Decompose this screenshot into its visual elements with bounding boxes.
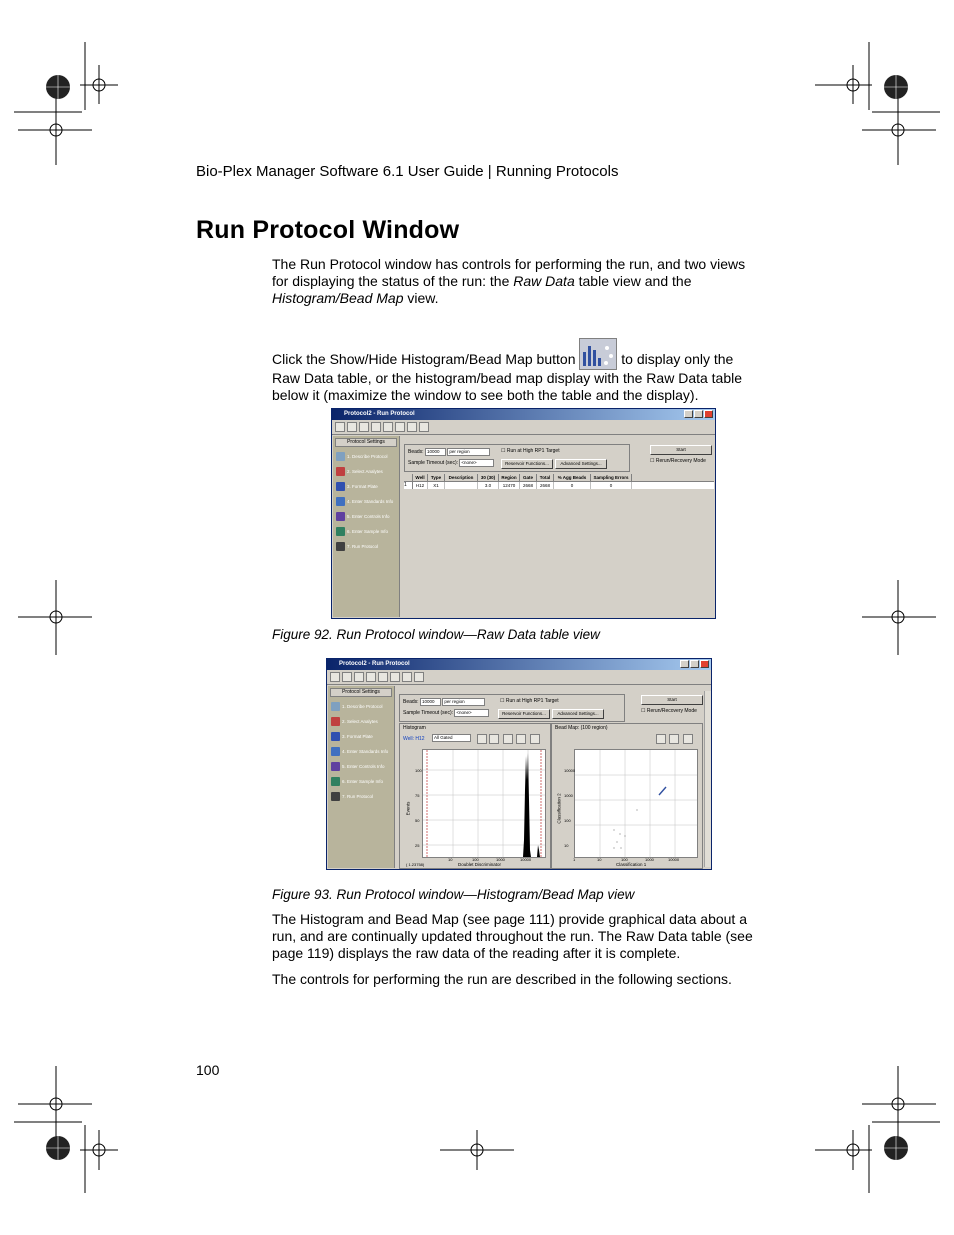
- chart-tool-icon[interactable]: [402, 672, 412, 682]
- zoom-tool-icon[interactable]: [669, 734, 679, 744]
- map-xtick-100: 100: [621, 857, 628, 862]
- toolbar: [332, 420, 715, 435]
- histogram-window: [326, 658, 712, 870]
- hist-xtick-10: 10: [448, 857, 453, 862]
- standards-icon: [336, 497, 345, 506]
- bead-map-chart: [575, 750, 697, 857]
- advanced-settings-button[interactable]: Advanced Settings...: [552, 709, 604, 719]
- table-cell: H12: [413, 482, 428, 489]
- table-cell: 2668: [537, 482, 554, 489]
- intro-text-4: view.: [407, 290, 439, 306]
- protocol-settings-panel: [333, 436, 400, 617]
- timeout-select[interactable]: <none>: [459, 459, 494, 467]
- controls-icon: [331, 762, 340, 771]
- step-controls[interactable]: 5. Enter Controls Info: [328, 759, 394, 774]
- click-text-line3: below it (maximize the window to see both the table and the display).: [272, 387, 699, 403]
- plate-icon: [331, 732, 340, 741]
- start-button[interactable]: Start: [650, 445, 712, 455]
- plate-icon: [336, 482, 345, 491]
- map-ytick-10000: 10000: [564, 768, 576, 773]
- row-header-cell: 1: [404, 482, 413, 489]
- column-header[interactable]: Region: [499, 474, 520, 481]
- hist-xtick-10000: 10000: [520, 857, 532, 862]
- help-tool-icon[interactable]: [414, 672, 424, 682]
- raw-data-window: [331, 408, 716, 619]
- maximize-button[interactable]: [690, 660, 699, 668]
- histogram-label: Histogram: [403, 725, 426, 731]
- page-number: 100: [196, 1062, 220, 1078]
- controls-icon: [336, 512, 345, 521]
- row-header-cell: [404, 474, 413, 481]
- histogram-chart: [423, 750, 545, 857]
- step-describe[interactable]: 1. Describe Protocol: [333, 449, 399, 464]
- timeout-row: Sample Timeout (sec): <none>: [403, 709, 489, 717]
- grid-tool-icon[interactable]: [383, 422, 393, 432]
- save-tool-icon[interactable]: [530, 734, 540, 744]
- intro-text-2: for displaying the status of the run: the: [272, 273, 510, 289]
- hist-ytick-25: 25: [415, 843, 420, 848]
- rerun-checkbox[interactable]: ☐ Rerun/Recovery Mode: [641, 708, 697, 714]
- bead-map-label: Bead Map: (100 region): [555, 725, 608, 731]
- gate-select[interactable]: All Gated: [432, 734, 471, 742]
- step-samples[interactable]: 6. Enter Sample Info: [333, 524, 399, 539]
- table-cell: 0: [554, 482, 591, 489]
- click-text-before: Click the Show/Hide Histogram/Bead Map button: [272, 351, 576, 367]
- check-tool-icon[interactable]: [347, 422, 357, 432]
- window-titlebar: [332, 409, 715, 420]
- table-cell: 0: [591, 482, 632, 489]
- summary-line-1: The Histogram and Bead Map (see page 111) provide graphical data about a: [272, 911, 748, 927]
- hist-ytick-50: 50: [415, 818, 420, 823]
- gate-tool-icon[interactable]: [477, 734, 487, 744]
- reservoir-button[interactable]: Reservoir Functions...: [498, 709, 550, 719]
- column-header[interactable]: Total: [537, 474, 554, 481]
- histogram-panel: [399, 723, 551, 869]
- map-ylabel: Classification 2: [556, 793, 562, 824]
- histogram-tool-icon[interactable]: [395, 422, 405, 432]
- describe-icon: [336, 452, 345, 461]
- hist-ylabel: Events: [405, 801, 411, 816]
- well-label: Well: H12: [403, 736, 425, 742]
- column-header[interactable]: Sampling Errors: [591, 474, 632, 481]
- protocol-settings-heading: Protocol Settings: [335, 438, 397, 447]
- start-button[interactable]: Start: [641, 695, 703, 705]
- map-xlabel: Classification 1: [616, 862, 647, 867]
- pencil-tool-icon[interactable]: [371, 422, 381, 432]
- timeout-row: Sample Timeout (sec): <none>: [408, 459, 494, 467]
- intro-text-1: The Run Protocol window has controls for performing the run, and two views: [272, 256, 746, 272]
- map-xtick-10: 10: [597, 857, 602, 862]
- raw-data-table: [404, 474, 714, 616]
- step-describe[interactable]: 1. Describe Protocol: [328, 699, 394, 714]
- intro-raw-data: Raw Data: [513, 273, 575, 289]
- summary-paragraph: [272, 911, 772, 962]
- column-header[interactable]: 30 (30): [478, 474, 499, 481]
- table-cell: [445, 482, 478, 489]
- high-rp1-checkbox[interactable]: ☐ Run at High RP1 Target: [500, 698, 559, 704]
- help-tool-icon[interactable]: [419, 422, 429, 432]
- save-tool-icon[interactable]: [683, 734, 693, 744]
- describe-icon: [331, 702, 340, 711]
- hist-ytick-75: 75: [415, 793, 420, 798]
- column-header[interactable]: Type: [428, 474, 445, 481]
- hist-range: ( 1.23758): [406, 862, 425, 867]
- graph-tool-icon[interactable]: [656, 734, 666, 744]
- step-standards[interactable]: 4. Enter Standards Info: [328, 744, 394, 759]
- running-head: Bio-Plex Manager Software 6.1 User Guide | Running Protocols: [196, 163, 619, 180]
- beads-input[interactable]: 10000: [425, 448, 446, 456]
- zoom-tool-icon[interactable]: [516, 734, 526, 744]
- plate-tool-icon[interactable]: [354, 672, 364, 682]
- hist-xlabel: Doublet Discriminator: [458, 862, 502, 867]
- samples-icon: [336, 527, 345, 536]
- settings-group: [399, 694, 625, 722]
- beads-row: Beads: 10000 per region: [403, 698, 485, 706]
- samples-icon: [331, 777, 340, 786]
- minimize-button[interactable]: [684, 410, 693, 418]
- standards-icon: [331, 747, 340, 756]
- timeout-select[interactable]: <none>: [454, 709, 489, 717]
- step-run[interactable]: 7. Run Protocol: [333, 539, 399, 554]
- column-header[interactable]: Well: [413, 474, 428, 481]
- analytes-icon: [331, 717, 340, 726]
- toolbar: [327, 670, 711, 685]
- settings-group: [404, 444, 630, 472]
- protocol-settings-heading: Protocol Settings: [330, 688, 392, 697]
- figure-92-caption: Figure 92. Run Protocol window—Raw Data table view: [272, 627, 600, 642]
- analytes-icon: [336, 467, 345, 476]
- map-xtick-1: 1: [573, 857, 576, 862]
- table-cell: 12470: [499, 482, 520, 489]
- click-text-after: to display only the: [621, 351, 734, 367]
- close-button[interactable]: [704, 410, 713, 418]
- document-tool-icon[interactable]: [335, 422, 345, 432]
- vertical-scrollbar[interactable]: [704, 691, 711, 867]
- per-region-select[interactable]: per region: [442, 698, 485, 706]
- hist-xtick-100: 100: [472, 857, 479, 862]
- map-xtick-1000: 1000: [645, 857, 654, 862]
- intro-text-3: table view and the: [578, 273, 692, 289]
- bead-map-panel: [551, 723, 703, 869]
- click-text-line2: Raw Data table, or the histogram/bead map display with the Raw Data table: [272, 370, 743, 386]
- close-button[interactable]: [700, 660, 709, 668]
- step-samples[interactable]: 6. Enter Sample Info: [328, 774, 394, 789]
- step-standards[interactable]: 4. Enter Standards Info: [333, 494, 399, 509]
- map-ytick-10: 10: [564, 843, 569, 848]
- map-xtick-10000: 10000: [668, 857, 680, 862]
- advanced-settings-button[interactable]: Advanced Settings...: [555, 459, 607, 469]
- controls-paragraph: The controls for performing the run are described in the following sections.: [272, 971, 732, 987]
- histogram-toggle-icon: [579, 338, 617, 370]
- click-paragraph: [272, 338, 772, 404]
- chart-tool-icon[interactable]: [407, 422, 417, 432]
- high-rp1-checkbox[interactable]: ☐ Run at High RP1 Target: [501, 448, 560, 454]
- step-analytes[interactable]: 2. Select Analytes: [328, 714, 394, 729]
- step-format-plate[interactable]: 3. Format Plate: [333, 479, 399, 494]
- grid-tool-icon[interactable]: [378, 672, 388, 682]
- window-title: Protocol2 - Run Protocol: [339, 661, 410, 667]
- check-tool-icon[interactable]: [342, 672, 352, 682]
- run-icon: [331, 792, 340, 801]
- step-controls[interactable]: 5. Enter Controls Info: [333, 509, 399, 524]
- per-region-select[interactable]: per region: [447, 448, 490, 456]
- minimize-button[interactable]: [680, 660, 689, 668]
- summary-line-2: run, and are continually updated throughout the run. The Raw Data table (see: [272, 928, 753, 944]
- bar-tool-icon[interactable]: [489, 734, 499, 744]
- reservoir-button[interactable]: Reservoir Functions...: [501, 459, 553, 469]
- summary-line-3: page 119) displays the raw data of the reading after it is complete.: [272, 945, 681, 961]
- histogram-tool-icon[interactable]: [390, 672, 400, 682]
- histogram-plot: [422, 749, 546, 858]
- table-cell: X1: [428, 482, 445, 489]
- column-header[interactable]: % Agg Beads: [554, 474, 591, 481]
- rerun-checkbox[interactable]: ☐ Rerun/Recovery Mode: [650, 458, 706, 464]
- window-titlebar: [327, 659, 711, 670]
- run-icon: [336, 542, 345, 551]
- hist-ytick-100: 100: [415, 768, 422, 773]
- plate-tool-icon[interactable]: [359, 422, 369, 432]
- beads-row: Beads: 10000 per region: [408, 448, 490, 456]
- map-ytick-1000: 1000: [564, 793, 573, 798]
- section-title: Run Protocol Window: [196, 216, 460, 244]
- step-run[interactable]: 7. Run Protocol: [328, 789, 394, 804]
- column-header[interactable]: Gate: [520, 474, 537, 481]
- step-format-plate[interactable]: 3. Format Plate: [328, 729, 394, 744]
- intro-paragraph: [272, 256, 762, 307]
- map-ytick-100: 100: [564, 818, 571, 823]
- intro-histogram: Histogram/Bead Map: [272, 290, 404, 306]
- maximize-button[interactable]: [694, 410, 703, 418]
- document-tool-icon[interactable]: [330, 672, 340, 682]
- table-cell: 2668: [520, 482, 537, 489]
- step-analytes[interactable]: 2. Select Analytes: [333, 464, 399, 479]
- window-title: Protocol2 - Run Protocol: [344, 411, 415, 417]
- bead-map-plot: [574, 749, 698, 858]
- hist-xtick-1000: 1000: [496, 857, 505, 862]
- table-cell: 3.0: [478, 482, 499, 489]
- beads-input[interactable]: 10000: [420, 698, 441, 706]
- protocol-settings-panel: [328, 686, 395, 868]
- figure-93-caption: Figure 93. Run Protocol window—Histogram/Bead Map view: [272, 887, 635, 902]
- column-header[interactable]: Description: [445, 474, 478, 481]
- graph-tool-icon[interactable]: [503, 734, 513, 744]
- pencil-tool-icon[interactable]: [366, 672, 376, 682]
